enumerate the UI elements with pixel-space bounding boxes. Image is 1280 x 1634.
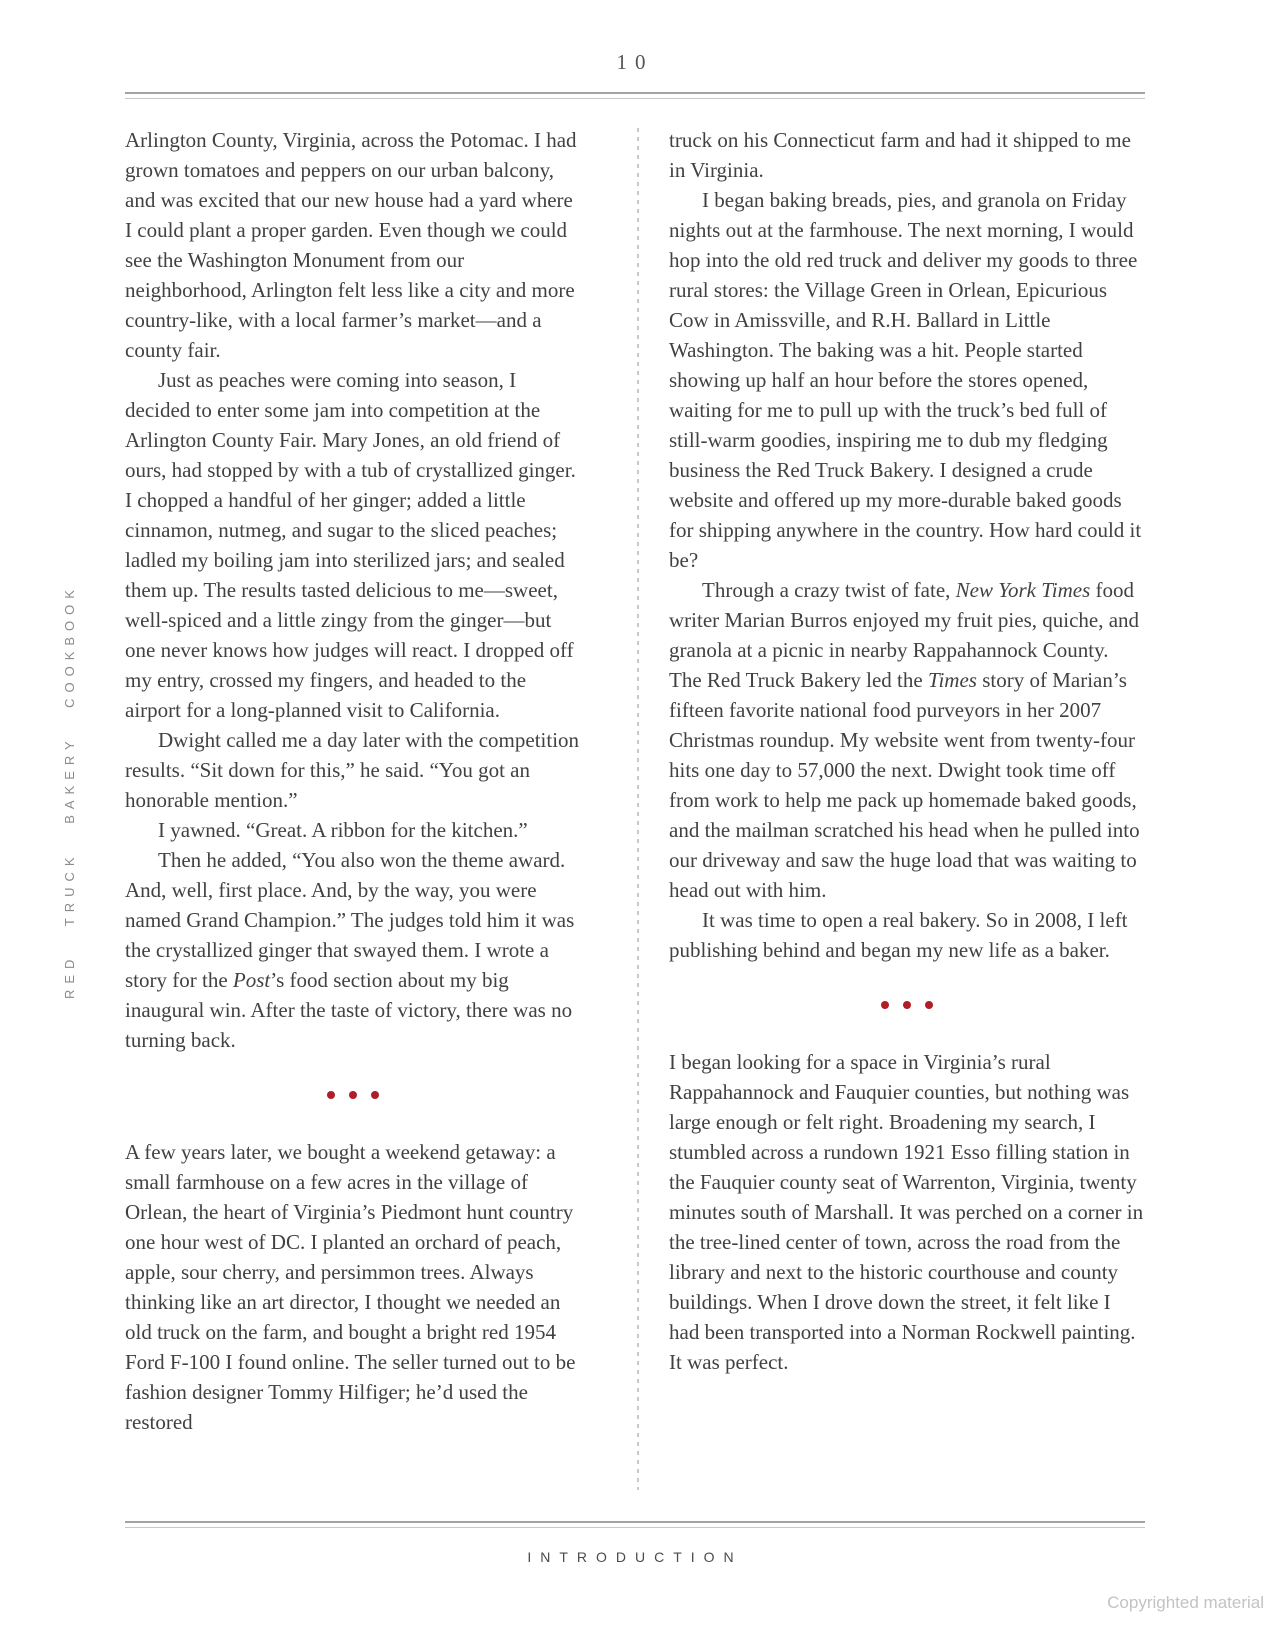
dot-icon	[371, 1091, 379, 1099]
paragraph	[125, 1137, 581, 1437]
paragraph	[125, 365, 581, 725]
text-run: A few years later, we bought a weekend getaway: a small farmhouse on a few acres in the village of Orlean, the heart of Virginia’s Piedmont hunt country one hour west of DC. I planted an orchard of peach, apple, sour cherry, and persimmon trees. Always thinking like an art director, I thought we needed an old truck on the farm, and bought a bright red 1954 Ford F-100 I found online. The seller turned out to be fashion designer Tommy Hilfiger; he’d used the restored	[125, 1140, 576, 1435]
text-run: truck on his Connecticut farm and had it shipped to me in Virginia.	[669, 128, 1131, 182]
dot-icon	[925, 1001, 933, 1009]
column-divider	[637, 128, 639, 1490]
paragraph	[669, 1047, 1145, 1377]
text-run: Then he added, “You also won the theme award. And, well, first place. And, by the way, you were named Grand Champion.” The judges told him it was the crystallized ginger that swayed them. I wrote a story for the	[125, 848, 575, 992]
italic-text-run: New York Times	[955, 578, 1091, 602]
paragraph	[669, 185, 1145, 575]
text-column-right	[669, 125, 1145, 1377]
paragraph	[669, 125, 1145, 185]
spine-title: RED TRUCK BAKERY COOKBOOK	[62, 584, 77, 1000]
chapter-footer: INTRODUCTION	[527, 1549, 743, 1565]
dot-icon	[903, 1001, 911, 1009]
paragraph	[669, 575, 1145, 905]
text-column-left	[125, 125, 581, 1437]
text-run: I yawned. “Great. A ribbon for the kitchen.”	[158, 818, 528, 842]
section-break-dots	[125, 1089, 581, 1099]
text-run: food writer Marian Burros enjoyed my fruit pies, quiche, and granola at a picnic in nearby Rappahannock County. The Red Truck Bakery led the	[669, 578, 1140, 692]
paragraph	[125, 815, 581, 845]
paragraph	[125, 725, 581, 815]
dot-icon	[349, 1091, 357, 1099]
text-run: story of Marian’s fifteen favorite national food purveyors in her 2007 Christmas roundup. My website went from twenty-four hits one day to 57,000 the next. Dwight took time off from work to help me pack up homemade baked goods, and the mailman scratched his head when he pulled into our driveway and saw the huge load that was waiting to head out with him.	[669, 668, 1140, 902]
paragraph	[125, 125, 581, 365]
text-run: Dwight called me a day later with the competition results. “Sit down for this,” he said. “You got an honorable mention.”	[125, 728, 580, 812]
text-run: Through a crazy twist of fate,	[702, 578, 956, 602]
page-number: 10	[616, 50, 654, 74]
text-run: ’s food section about my big inaugural win. After the taste of victory, there was no turning back.	[125, 968, 573, 1052]
text-run: I began looking for a space in Virginia’s rural Rappahannock and Fauquier counties, but nothing was large enough or felt right. Broadening my search, I stumbled across a rundown 1921 Esso filling station in the Fauquier county seat of Warrenton, Virginia, twenty minutes south of Marshall. It was perched on a corner in the tree-lined center of town, across the road from the library and next to the historic courthouse and county buildings. When I drove down the street, it felt like I had been transported into a Norman Rockwell painting. It was perfect.	[669, 1050, 1144, 1375]
italic-text-run: Post	[232, 968, 271, 992]
paragraph	[125, 845, 581, 1055]
italic-text-run: Times	[927, 668, 977, 692]
text-run: I began baking breads, pies, and granola on Friday nights out at the farmhouse. The next morning, I would hop into the old red truck and deliver my goods to three rural stores: the Village Green in Orlean, Epicurious Cow in Amissville, and R.H. Ballard in Little Washington. The baking was a hit. People started showing up half an hour before the stores opened, waiting for me to pull up with the truck’s bed full of still-warm goodies, inspiring me to dub my fledging business the Red Truck Bakery. I designed a crude website and offered up my more-durable baked goods for shipping anywhere in the country. How hard could it be?	[669, 188, 1142, 572]
text-run: Arlington County, Virginia, across the Potomac. I had grown tomatoes and peppers on our urban balcony, and was excited that our new house had a yard where I could plant a proper garden. Even though we could see the Washington Monument from our neighborhood, Arlington felt less like a city and more country-like, with a local farmer’s market—and a county fair.	[125, 128, 577, 362]
dot-icon	[881, 1001, 889, 1009]
top-rule	[125, 92, 1145, 99]
text-run: Just as peaches were coming into season, I decided to enter some jam into competition at the Arlington County Fair. Mary Jones, an old friend of ours, had stopped by with a tub of crystallized ginger. I chopped a handful of her ginger; added a little cinnamon, nutmeg, and sugar to the sliced peaches; ladled my boiling jam into sterilized jars; and sealed them up. The results tasted delicious to me—sweet, well-spiced and a little zingy from the ginger—but one never knows how judges will react. I dropped off my entry, crossed my fingers, and headed to the airport for a long-planned visit to California.	[125, 368, 576, 722]
copyright-notice: Copyrighted material	[1107, 1593, 1264, 1612]
section-break-dots	[669, 999, 1145, 1009]
bottom-rule	[125, 1521, 1145, 1528]
dot-icon	[327, 1091, 335, 1099]
text-run: It was time to open a real bakery. So in 2008, I left publishing behind and began my new life as a baker.	[669, 908, 1128, 962]
paragraph	[669, 905, 1145, 965]
